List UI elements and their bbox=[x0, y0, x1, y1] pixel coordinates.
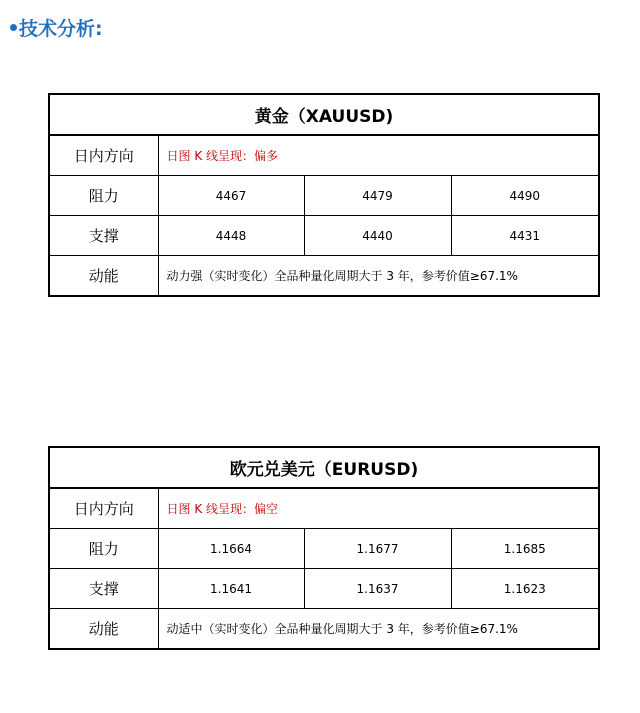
gold-momentum-row bbox=[49, 256, 599, 297]
eurusd-momentum-value: 动适中（实时变化）全品种量化周期大于 3 年，参考价值≥67.1% bbox=[158, 609, 599, 650]
gold-resistance-3: 4490 bbox=[451, 176, 599, 216]
gold-resistance-1: 4467 bbox=[158, 176, 304, 216]
gold-table-title: 黄金（XAUUSD) bbox=[49, 94, 599, 135]
eurusd-support-label: 支撑 bbox=[49, 569, 158, 609]
gold-analysis-table bbox=[48, 93, 600, 297]
eurusd-analysis-table bbox=[48, 446, 600, 650]
eurusd-support-row bbox=[49, 569, 599, 609]
gold-direction-label: 日内方向 bbox=[49, 135, 158, 176]
gold-momentum-value: 动力强（实时变化）全品种量化周期大于 3 年，参考价值≥67.1% bbox=[158, 256, 599, 297]
eurusd-header-row bbox=[49, 447, 599, 488]
eurusd-resistance-label: 阻力 bbox=[49, 529, 158, 569]
eurusd-resistance-3: 1.1685 bbox=[451, 529, 599, 569]
eurusd-momentum-label: 动能 bbox=[49, 609, 158, 650]
eurusd-direction-label: 日内方向 bbox=[49, 488, 158, 529]
eurusd-support-2: 1.1637 bbox=[304, 569, 451, 609]
gold-momentum-label: 动能 bbox=[49, 256, 158, 297]
eurusd-resistance-row bbox=[49, 529, 599, 569]
gold-support-3: 4431 bbox=[451, 216, 599, 256]
gold-support-2: 4440 bbox=[304, 216, 451, 256]
gold-support-row bbox=[49, 216, 599, 256]
section-title bbox=[10, 14, 103, 41]
gold-resistance-row bbox=[49, 176, 599, 216]
eurusd-resistance-1: 1.1664 bbox=[158, 529, 304, 569]
gold-header-row bbox=[49, 94, 599, 135]
gold-support-1: 4448 bbox=[158, 216, 304, 256]
gold-support-label: 支撑 bbox=[49, 216, 158, 256]
bullet-icon bbox=[10, 24, 17, 31]
eurusd-momentum-row bbox=[49, 609, 599, 650]
gold-direction-value: 日图 K 线呈现：偏多 bbox=[158, 135, 599, 176]
section-title-text: 技术分析: bbox=[19, 18, 103, 40]
gold-resistance-label: 阻力 bbox=[49, 176, 158, 216]
eurusd-direction-value: 日图 K 线呈现：偏空 bbox=[158, 488, 599, 529]
eurusd-support-3: 1.1623 bbox=[451, 569, 599, 609]
eurusd-direction-row bbox=[49, 488, 599, 529]
eurusd-support-1: 1.1641 bbox=[158, 569, 304, 609]
eurusd-resistance-2: 1.1677 bbox=[304, 529, 451, 569]
gold-direction-row bbox=[49, 135, 599, 176]
gold-resistance-2: 4479 bbox=[304, 176, 451, 216]
eurusd-table-title: 欧元兑美元（EURUSD) bbox=[49, 447, 599, 488]
